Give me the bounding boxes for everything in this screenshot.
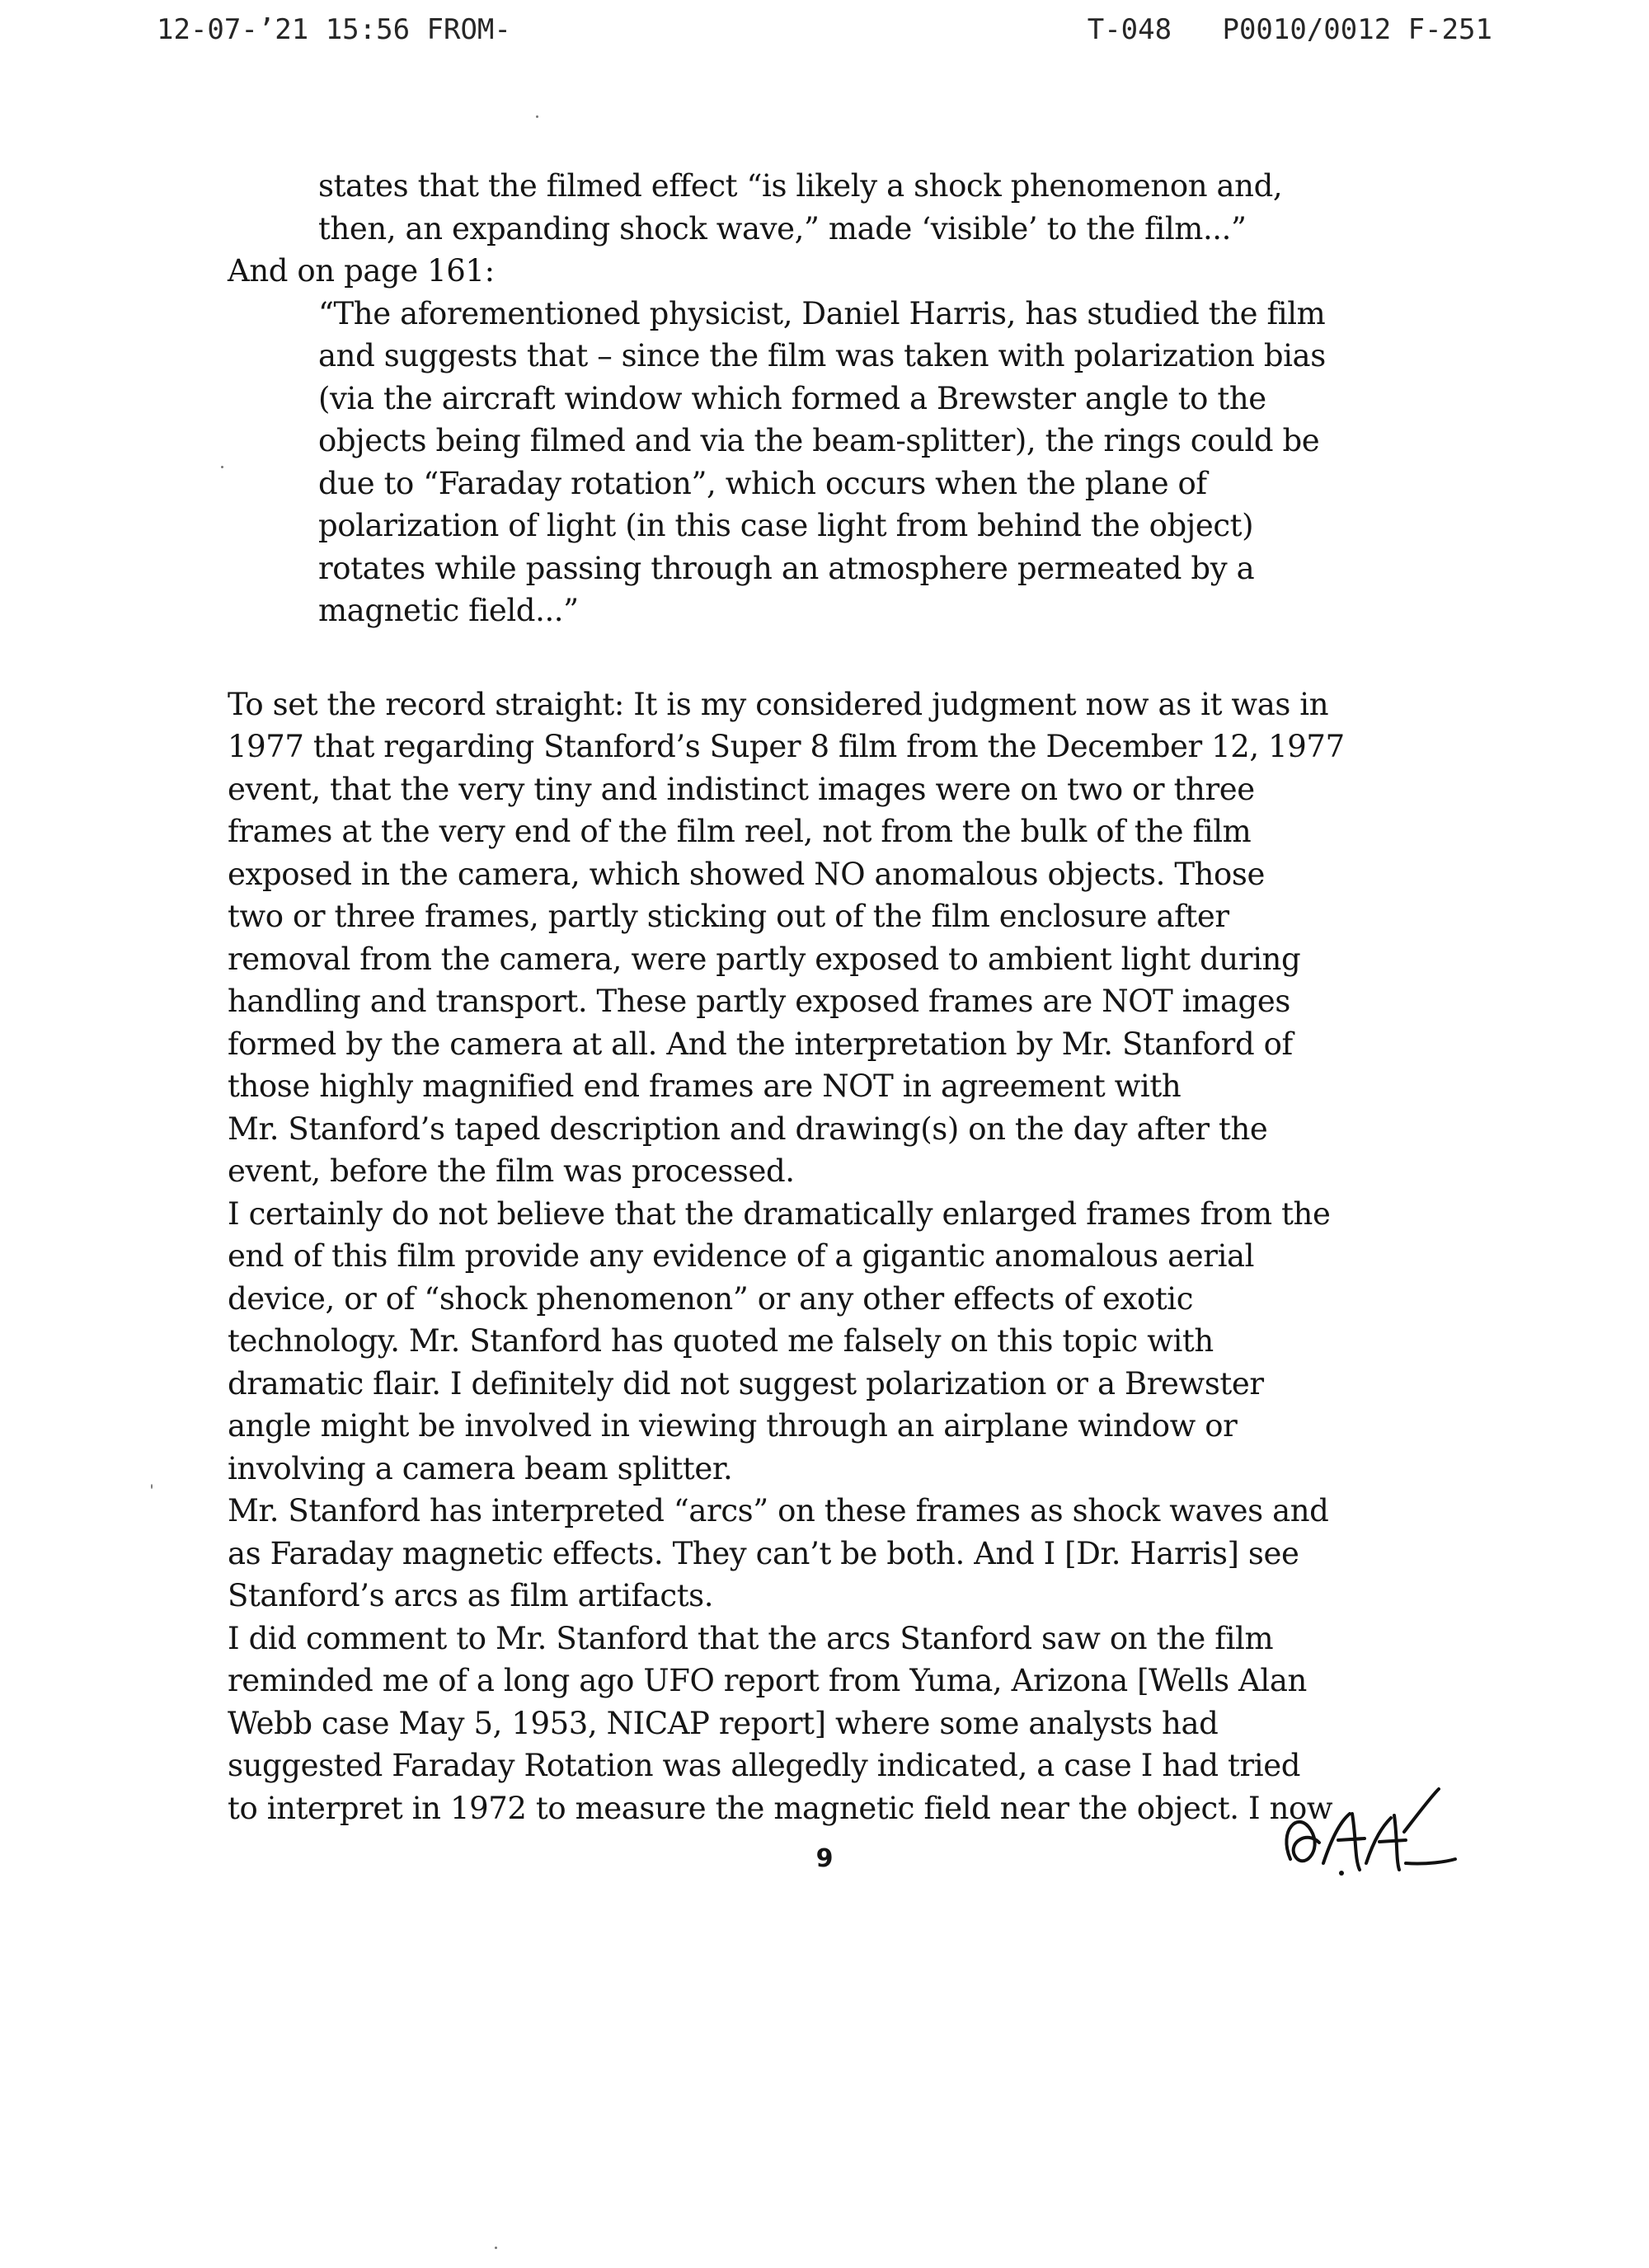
document-body xyxy=(228,165,1440,1829)
fax-header xyxy=(157,13,1492,54)
fax-header-timestamp: 12-07-’21 15:56 FROM- xyxy=(157,13,511,46)
paragraph-gap xyxy=(228,632,1440,683)
text-line: And on page 161: xyxy=(228,253,495,289)
text-line: Stanford’s arcs as film artifacts. xyxy=(228,1578,714,1613)
text-line: involving a camera beam splitter. xyxy=(228,1450,733,1486)
text-line: reminded me of a long ago UFO report from Yuma, Arizona [Wells Alan xyxy=(228,1663,1307,1698)
scan-speck xyxy=(221,466,223,468)
scan-speck xyxy=(495,2247,497,2249)
handwritten-signature xyxy=(1274,1781,1463,1904)
scan-speck xyxy=(536,115,538,118)
text-line: objects being filmed and via the beam-splitter), the rings could be xyxy=(318,423,1320,458)
text-line: two or three frames, partly sticking out of the film enclosure after xyxy=(228,899,1229,934)
text-line: dramatic flair. I definitely did not suggest polarization or a Brewster xyxy=(228,1365,1264,1402)
text-line: suggested Faraday Rotation was allegedly indicated, a case I had tried xyxy=(228,1748,1301,1783)
text-line: frames at the very end of the film reel, not from the bulk of the film xyxy=(228,814,1252,849)
text-line: as Faraday magnetic effects. They can’t be both. And I [Dr. Harris] see xyxy=(228,1535,1299,1571)
text-line: I did comment to Mr. Stanford that the arcs Stanford saw on the film xyxy=(228,1620,1274,1656)
text-line: handling and transport. These partly exposed frames are NOT images xyxy=(228,984,1290,1019)
text-line: To set the record straight: It is my considered judgment now as it was in xyxy=(228,686,1329,722)
text-line: those highly magnified end frames are NOT in agreement with xyxy=(228,1068,1182,1104)
text-line: I certainly do not believe that the dramatically enlarged frames from the xyxy=(228,1195,1331,1232)
text-line: then, an expanding shock wave,” made ‘visible’ to the film...” xyxy=(318,210,1247,247)
text-line: removal from the camera, were partly exposed to ambient light during xyxy=(228,941,1301,977)
text-line: magnetic field...” xyxy=(318,593,579,628)
text-line: Mr. Stanford has interpreted “arcs” on these frames as shock waves and xyxy=(228,1493,1329,1528)
text-line: event, that the very tiny and indistinct images were on two or three xyxy=(228,771,1255,807)
text-line: Webb case May 5, 1953, NICAP report] where some analysts had xyxy=(228,1705,1219,1741)
text-line: 1977 that regarding Stanford’s Super 8 film from the December 12, 1977 xyxy=(228,729,1345,764)
text-line: formed by the camera at all. And the interpretation by Mr. Stanford of xyxy=(228,1026,1293,1062)
text-line: angle might be involved in viewing through an airplane window or xyxy=(228,1408,1238,1444)
text-line: polarization of light (in this case light from behind the object) xyxy=(318,508,1254,543)
page-number: 9 xyxy=(815,1844,834,1873)
text-line: exposed in the camera, which showed NO anomalous objects. Those xyxy=(228,856,1265,892)
text-line: due to “Faraday rotation”, which occurs when the plane of xyxy=(318,465,1207,501)
text-line: “The aforementioned physicist, Daniel Harris, has studied the film xyxy=(318,295,1326,331)
text-line: technology. Mr. Stanford has quoted me falsely on this topic with xyxy=(228,1323,1214,1359)
text-line: to interpret in 1972 to measure the magnetic field near the object. I now xyxy=(228,1790,1333,1826)
text-line: Mr. Stanford’s taped description and drawing(s) on the day after the xyxy=(228,1111,1268,1147)
text-line: event, before the film was processed. xyxy=(228,1153,795,1189)
text-line: end of this film provide any evidence of a gigantic anomalous aerial xyxy=(228,1238,1255,1274)
text-line: (via the aircraft window which formed a Brewster angle to the xyxy=(318,380,1266,416)
text-line: rotates while passing through an atmosphere permeated by a xyxy=(318,550,1255,586)
text-line: device, or of “shock phenomenon” or any other effects of exotic xyxy=(228,1280,1194,1317)
fax-header-page-code: T-048 P0010/0012 F-251 xyxy=(1087,13,1492,46)
scan-speck xyxy=(151,1484,153,1489)
text-line: states that the filmed effect “is likely a shock phenomenon and, xyxy=(318,168,1283,204)
text-line: and suggests that – since the film was taken with polarization bias xyxy=(318,338,1326,373)
